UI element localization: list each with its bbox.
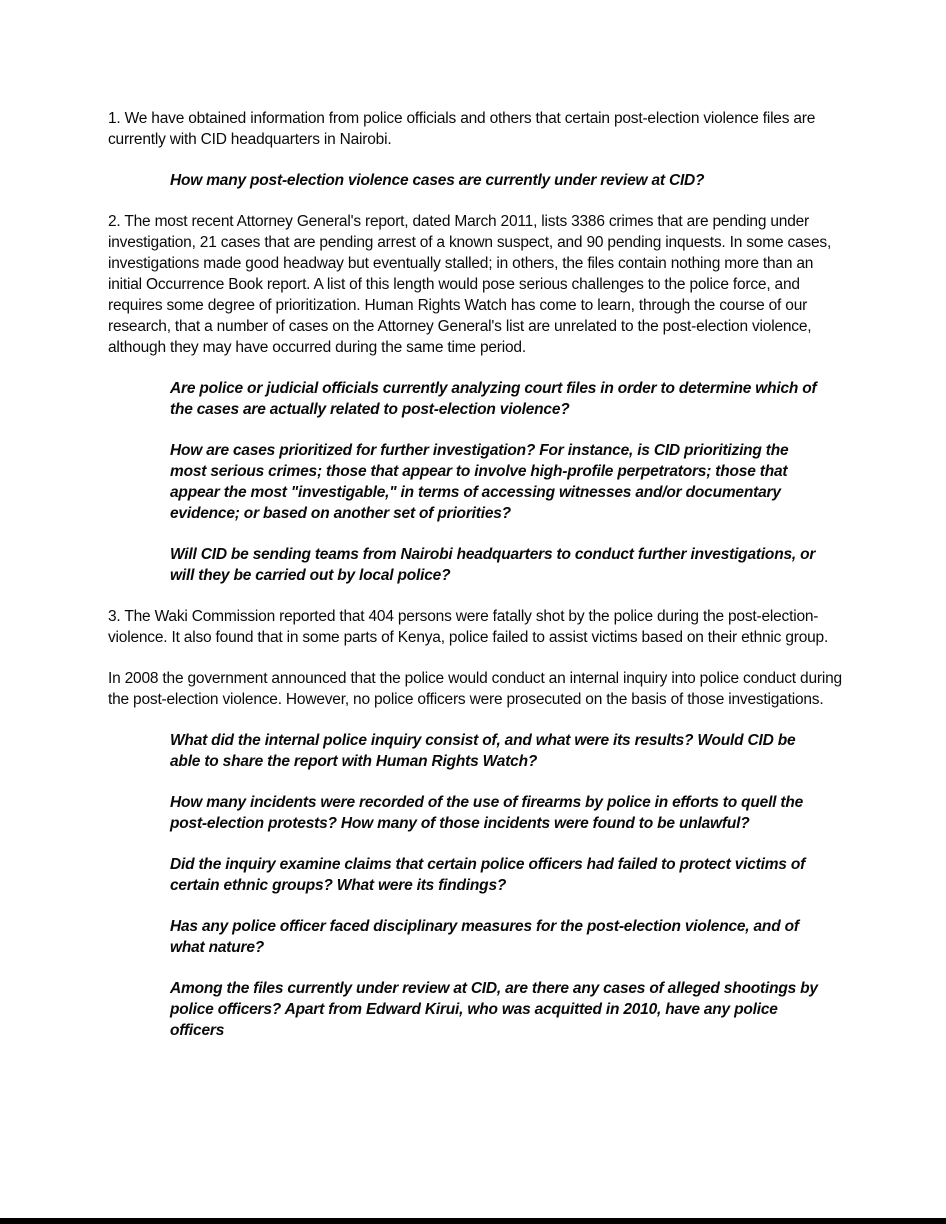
question-7: Did the inquiry examine claims that certain police officers had failed to protect victims of certain ethnic groups? What were its findings?	[170, 856, 806, 894]
question-1: How many post-election violence cases are currently under review at CID?	[170, 172, 705, 189]
question-3: How are cases prioritized for further investigation? For instance, is CID prioritizing the most serious crimes; those that appear to involve high-profile perpetrators; those that appear the most "investigable," in terms of accessing witnesses and/or documentary evidence; or based on another set of priorities?	[170, 442, 789, 522]
page-bottom-edge-bar	[0, 1218, 946, 1224]
question-8: Has any police officer faced disciplinary measures for the post-election violence, and of what nature?	[170, 918, 799, 956]
question-9: Among the files currently under review at CID, are there any cases of alleged shootings by police officers? Apart from Edward Kirui, who was acquitted in 2010, have any police officers	[170, 980, 818, 1039]
question-4: Will CID be sending teams from Nairobi headquarters to conduct further investigations, or will they be carried out by local police?	[170, 546, 816, 584]
paragraph-4: In 2008 the government announced that the police would conduct an internal inquiry into police conduct during the post-election violence. However, no police officers were prosecuted on the basis of those investigations.	[108, 670, 842, 708]
document-text-block	[108, 108, 842, 1061]
question-6: How many incidents were recorded of the use of firearms by police in efforts to quell the post-election protests? How many of those incidents were found to be unlawful?	[170, 794, 804, 832]
paragraph-3: 3. The Waki Commission reported that 404 persons were fatally shot by the police during the post-election-violence. It also found that in some parts of Kenya, police failed to assist victims based on their ethnic group.	[108, 608, 829, 646]
question-5: What did the internal police inquiry consist of, and what were its results? Would CID be able to share the report with Human Rights Watch?	[170, 732, 796, 770]
question-2: Are police or judicial officials currently analyzing court files in order to determine which of the cases are actually related to post-election violence?	[170, 380, 817, 418]
paragraph-1: 1. We have obtained information from police officials and others that certain post-election violence files are currently with CID headquarters in Nairobi.	[108, 110, 816, 148]
paragraph-2: 2. The most recent Attorney General's report, dated March 2011, lists 3386 crimes that are pending under investigation, 21 cases that are pending arrest of a known suspect, and 90 pending inquests. In some cases, investigations made good headway but eventually stalled; in others, the files contain nothing more than an initial Occurrence Book report. A list of this length would pose serious challenges to the police force, and requires some degree of prioritization. Human Rights Watch has come to learn, through the course of our research, that a number of cases on the Attorney General's list are unrelated to the post-election violence, although they may have occurred during the same time period.	[108, 213, 832, 356]
